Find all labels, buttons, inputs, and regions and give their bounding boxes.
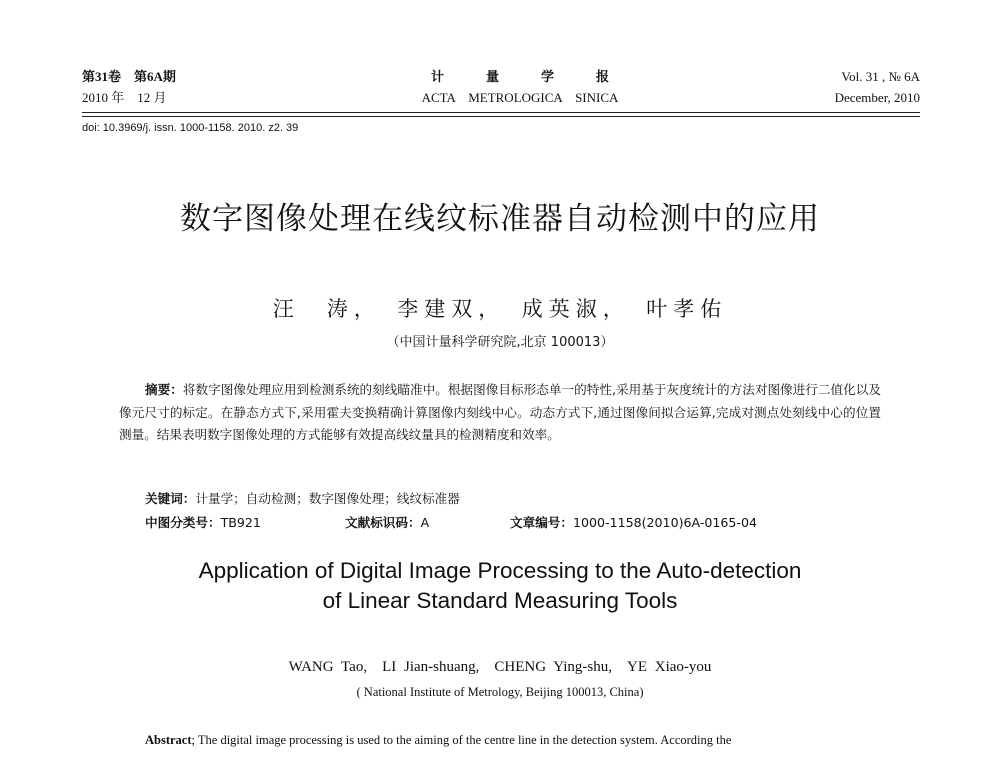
document-code [345,512,429,531]
journal-name-en: ACTA METROLOGICA SINICA [421,90,619,105]
keywords [145,488,460,507]
header-rule-top [82,112,920,113]
journal-name [370,66,670,108]
journal-header [82,66,920,110]
paper-title-en-line1: Application of Digital Image Processing to the Auto-detection [198,558,802,583]
doi: doi: 10.3969/j. issn. 1000-1158. 2010. z2. 39 [82,122,299,134]
journal-name-cn: 计量学报 [430,69,651,84]
abstract-cn-text: 将数字图像处理应用到检测系统的刻线瞄准中。根据图像目标形态单一的特性,采用基于灰度统计的方法对图像进行二值化以及像元尺寸的标定。在静态方式下,采用霍夫变换精确计算图像内刻线中心。动态方式下,通过图像间拟合运算,完成对测点处刻线中心的位置测量。结果表明数字图像处理的方式能够有效提高线纹量具的检测精度和效率。 [119,382,882,443]
clc-label: 中图分类号： [145,515,221,530]
article-value: 1000-1158(2010)6A-0165-04 [572,515,758,530]
doc-value: A [420,515,430,530]
keywords-label: 关键词： [145,491,196,506]
authors-cn: 汪 涛， 李建双， 成英淑， 叶孝佑 [272,297,728,321]
keywords-text: 计量学；自动检测；数字图像处理；线纹标准器 [195,491,460,506]
volume-line-en: Vol. 31 , № 6A [841,69,920,84]
volume-line: 第31卷 第6A期 [82,69,176,84]
volume-issue [82,66,176,108]
abstract-en [145,733,885,748]
date-line: 2010 年 12 月 [82,90,167,105]
abstract-en-text: ; The digital image processing is used to the aiming of the centre line in the detection system. According the [191,733,732,747]
affiliation-en: ( National Institute of Metrology, Beijing 100013, China) [356,685,644,699]
article-number [510,512,757,531]
volume-issue-en [835,66,920,108]
abstract-cn-label: 摘要： [145,382,183,397]
paper-title-en [0,556,1000,616]
article-label: 文章编号： [510,515,573,530]
doc-label: 文献标识码： [345,515,421,530]
header-rule-bottom [82,116,920,117]
classification-row [145,512,881,532]
paper-title-en-line2: of Linear Standard Measuring Tools [322,588,678,613]
clc-number [145,512,261,531]
abstract-en-label: Abstract [145,733,192,747]
abstract-cn [119,379,881,447]
clc-value: TB921 [220,515,261,530]
affiliation-cn: （中国计量科学研究院,北京 100013） [386,335,614,350]
date-line-en: December, 2010 [834,90,920,105]
authors-en: WANG Tao, LI Jian-shuang, CHENG Ying-shu, YE Xiao-you [288,659,712,675]
paper-title-cn: 数字图像处理在线纹标准器自动检测中的应用 [180,201,820,237]
